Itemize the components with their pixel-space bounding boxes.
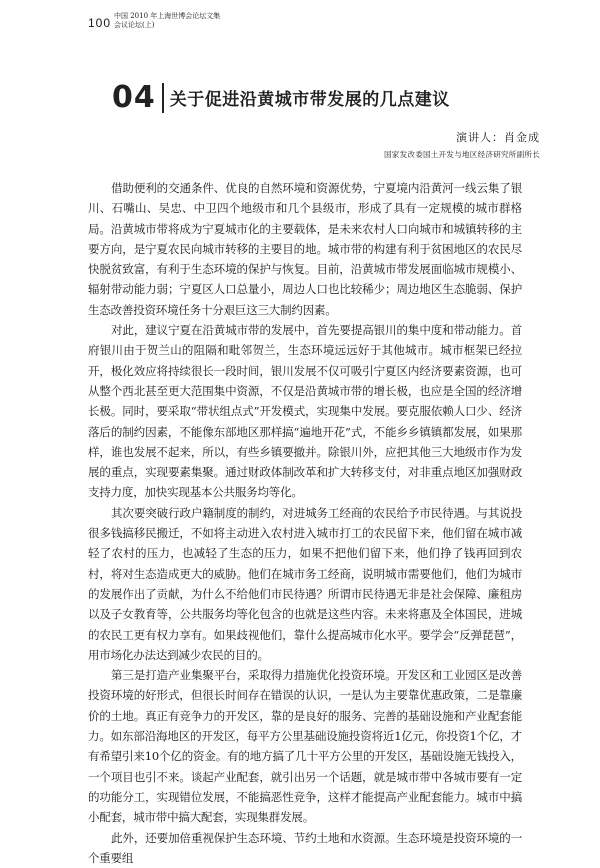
series-title (114, 12, 220, 30)
series-title-line2: 会议论坛(上) (114, 21, 220, 30)
chapter-number: 04 (112, 80, 156, 115)
speaker-affiliation: 国家发改委国土开发与地区经济研究所副所长 (384, 149, 540, 160)
chapter-divider (162, 83, 164, 113)
chapter-title: 关于促进沿黄城市带发展的几点建议 (170, 85, 450, 110)
article-body (88, 178, 522, 868)
speaker-line: 演讲人：肖金成 (456, 129, 540, 145)
series-title-line1: 中国 2010 年上海世博会论坛文集 (114, 12, 220, 21)
paragraph: 第三是打造产业集聚平台，采取得力措施优化投资环境。开发区和工业园区是改善投资环境的好形式，但很长时间存在错误的认识，一是认为主要靠优惠政策，二是靠廉价的土地。真正有竞争力的开发区，靠的是良好的服务、完善的基础设施和产业配套能力。如东部沿海地区的开发区，每平方公里基础设施投资将近1亿元，你投资1个亿，才有希望引来10个亿的资金。有的地方搞了几十平方公里的开发区，基础设施无钱投入，一个项目也引不来。谈起产业配套，就引出另一个话题，就是城市带中各城市要有一定的功能分工，实现错位发展，不能搞恶性竞争，这样才能提高产业配套能力。城市中搞小配套，城市带中搞大配套，实现集群发展。 (88, 665, 522, 827)
paragraph: 对此，建议宁夏在沿黄城市带的发展中，首先要提高银川的集中度和带动能力。首府银川由于贺兰山的阻隔和毗邻贺兰，生态环境远远好于其他城市。城市框架已经拉开，极化效应将持续很长一段时间，银川发展不仅可吸引宁夏区内经济要素资源，也可从整个西北甚至更大范围集中资源，不仅是沿黄城市带的增长极，也应是全国的经济增长极。同时，要采取“带状组点式”开发模式，实现集中发展。要克服依赖人口少、经济落后的制约因素，不能像东部地区那样搞“遍地开花”式，不能乡乡镇镇都发展，如果那样，谁也发展不起来，所以，有些乡镇要撤并。除银川外，应把其他三大地级市作为发展的重点，实现要素集聚。通过财政体制改革和扩大转移支付，对非重点地区加强财政支持力度，加快实现基本公共服务均等化。 (88, 320, 522, 503)
paragraph: 其次要突破行政户籍制度的制约，对进城务工经商的农民给予市民待遇。与其说投很多钱搞移民搬迁，不如将主动进入农村进入城市打工的农民留下来，他们留在城市减轻了农村的压力，也减轻了生态的压力，如果不把他们留下来，他们挣了钱再回到农村，将对生态造成更大的威胁。他们在城市务工经商，说明城市需要他们，他们为城市的发展作出了贡献，为什么不给他们市民待遇？所谓市民待遇无非是社会保障、廉租房以及子女教育等，公共服务均等化包含的也就是这些内容。未来将惠及全体国民，进城的农民工更有权力享有。如果歧视他们，靠什么提高城市化水平。要学会“反弹琵琶”，用市场化办法达到减少农民的目的。 (88, 503, 522, 665)
paragraph: 此外，还要加倍重视保护生态环境、节约土地和水资源。生态环境是投资环境的一个重要组 (88, 828, 522, 868)
page-number: 100 (88, 16, 111, 30)
chapter-heading (112, 80, 450, 115)
running-header (88, 8, 288, 38)
paragraph: 借助便利的交通条件、优良的自然环境和资源优势，宁夏境内沿黄河一线云集了银川、石嘴山、吴忠、中卫四个地级市和几个县级市，形成了具有一定规模的城市群格局。沿黄城市带将成为宁夏城市化的主要载体，是未来农村人口向城市和城镇转移的主要方向，是宁夏农民向城市转移的主要目的地。城市带的构建有利于贫困地区的农民尽快脱贫致富，有利于生态环境的保护与恢复。目前，沿黄城市带发展面临城市规模小、辐射带动能力弱；宁夏区人口总量小，周边人口也比较稀少；周边地区生态脆弱、保护生态改善投资环境任务十分艰巨这三大制约因素。 (88, 178, 522, 320)
